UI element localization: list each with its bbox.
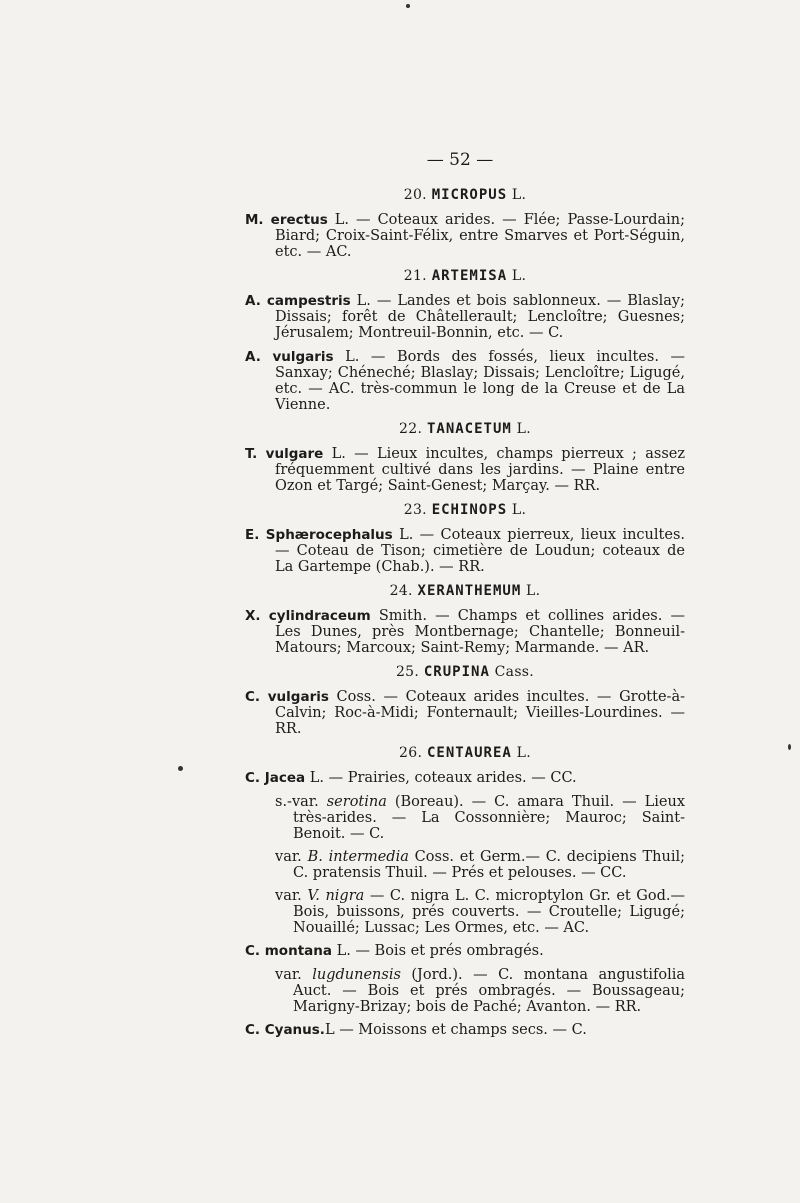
species-entry: E. Sphærocephalus L. — Coteaux pierreux, lieux incultes. — Coteau de Tison; cimetière de Loudun; coteaux de La Gartempe (Chab.). — RR. <box>245 527 685 575</box>
genus-heading-crupina: 25. CRUPINA Cass. <box>395 664 535 680</box>
species-name: C. vulgaris <box>245 689 329 705</box>
ink-speck <box>788 744 791 750</box>
genus-heading-centaurea: 26. CENTAUREA L. <box>399 745 531 761</box>
species-name: C. Cyanus. <box>245 1022 325 1038</box>
species-entry: C. montana L. — Bois et prés ombragés. <box>245 943 544 959</box>
species-name: A. vulgaris <box>245 349 334 365</box>
species-name: X. cylindraceum <box>245 608 371 624</box>
species-entry: M. erectus L. — Coteaux arides. — Flée; Passe-Lourdain; Biard; Croix-Saint-Félix, entre Smarves et Port-Séguin, etc. — AC. <box>245 212 686 260</box>
genus-heading-artemisa: 21. ARTEMISA L. <box>403 268 527 284</box>
species-name: C. Jacea <box>245 770 306 786</box>
species-name: A. campestris <box>245 293 351 309</box>
variety-entry: s.-var. serotina (Boreau). — C. amara Thuil. — Lieux très-arides. — La Cossonnière; Mauroc; Saint-Benoit. — C. <box>275 794 686 842</box>
genus-heading-echinops: 23. ECHINOPS L. <box>403 502 527 518</box>
species-name: C. montana <box>245 943 332 959</box>
species-entry: A. vulgaris L. — Bords des fossés, lieux incultes. — Sanxay; Chéneché; Blaslay; Dissais; Lencloître; Ligugé, etc. — AC. très-commun le long de la Creuse et de La Vienne. <box>245 349 685 413</box>
species-entry: C. Jacea L. — Prairies, coteaux arides. — CC. <box>245 770 577 786</box>
species-entry: X. cylindraceum Smith. — Champs et collines arides. — Les Dunes, près Montbernage; Chantelle; Bonneuil-Matours; Marcoux; Saint-Remy; Marmande. — AR. <box>245 608 685 656</box>
variety-entry: var. V. nigra — C. nigra L. C. microptylon Gr. et God.— Bois, buissons, prés couverts. — Croutelle; Ligugé; Nouaillé; Lussac; Les Ormes, etc. — AC. <box>275 888 685 936</box>
variety-entry: var. lugdunensis (Jord.). — C. montana angustifolia Auct. — Bois et prés ombragés. — Boussageau; Marigny-Brizay; bois de Paché; Avanton. — RR. <box>275 967 685 1015</box>
genus-heading-xeranthemum: 24. XERANTHEMUM L. <box>389 583 541 599</box>
genus-heading-tanacetum: 22. TANACETUM L. <box>399 421 531 437</box>
page-number: — 52 — <box>426 150 494 170</box>
ink-speck <box>178 766 183 771</box>
species-name: E. Sphærocephalus <box>245 527 393 543</box>
species-name: M. erectus <box>245 212 328 228</box>
species-entry: C. vulgaris Coss. — Coteaux arides incultes. — Grotte-à-Calvin; Roc-à-Midi; Fonternault; Vieilles-Lourdines. — RR. <box>245 689 685 737</box>
text-column <box>245 180 685 1046</box>
variety-entry: var. B. intermedia Coss. et Germ.— C. decipiens Thuil; C. pratensis Thuil. — Prés et pelouses. — CC. <box>275 849 685 881</box>
species-name: T. vulgare <box>245 446 324 462</box>
species-entry: A. campestris L. — Landes et bois sablonneux. — Blaslay; Dissais; forêt de Châtellerault; Lencloître; Guesnes; Jérusalem; Montreuil-Bonnin, etc. — C. <box>245 293 685 341</box>
species-entry: T. vulgare L. — Lieux incultes, champs pierreux ; assez fréquemment cultivé dans les jardins. — Plaine entre Ozon et Targé; Saint-Genest; Marçay. — RR. <box>245 446 685 494</box>
species-entry: C. Cyanus.L — Moissons et champs secs. — C. <box>245 1022 587 1038</box>
ink-speck <box>406 4 410 8</box>
genus-heading-micropus: 20. MICROPUS L. <box>403 187 527 203</box>
